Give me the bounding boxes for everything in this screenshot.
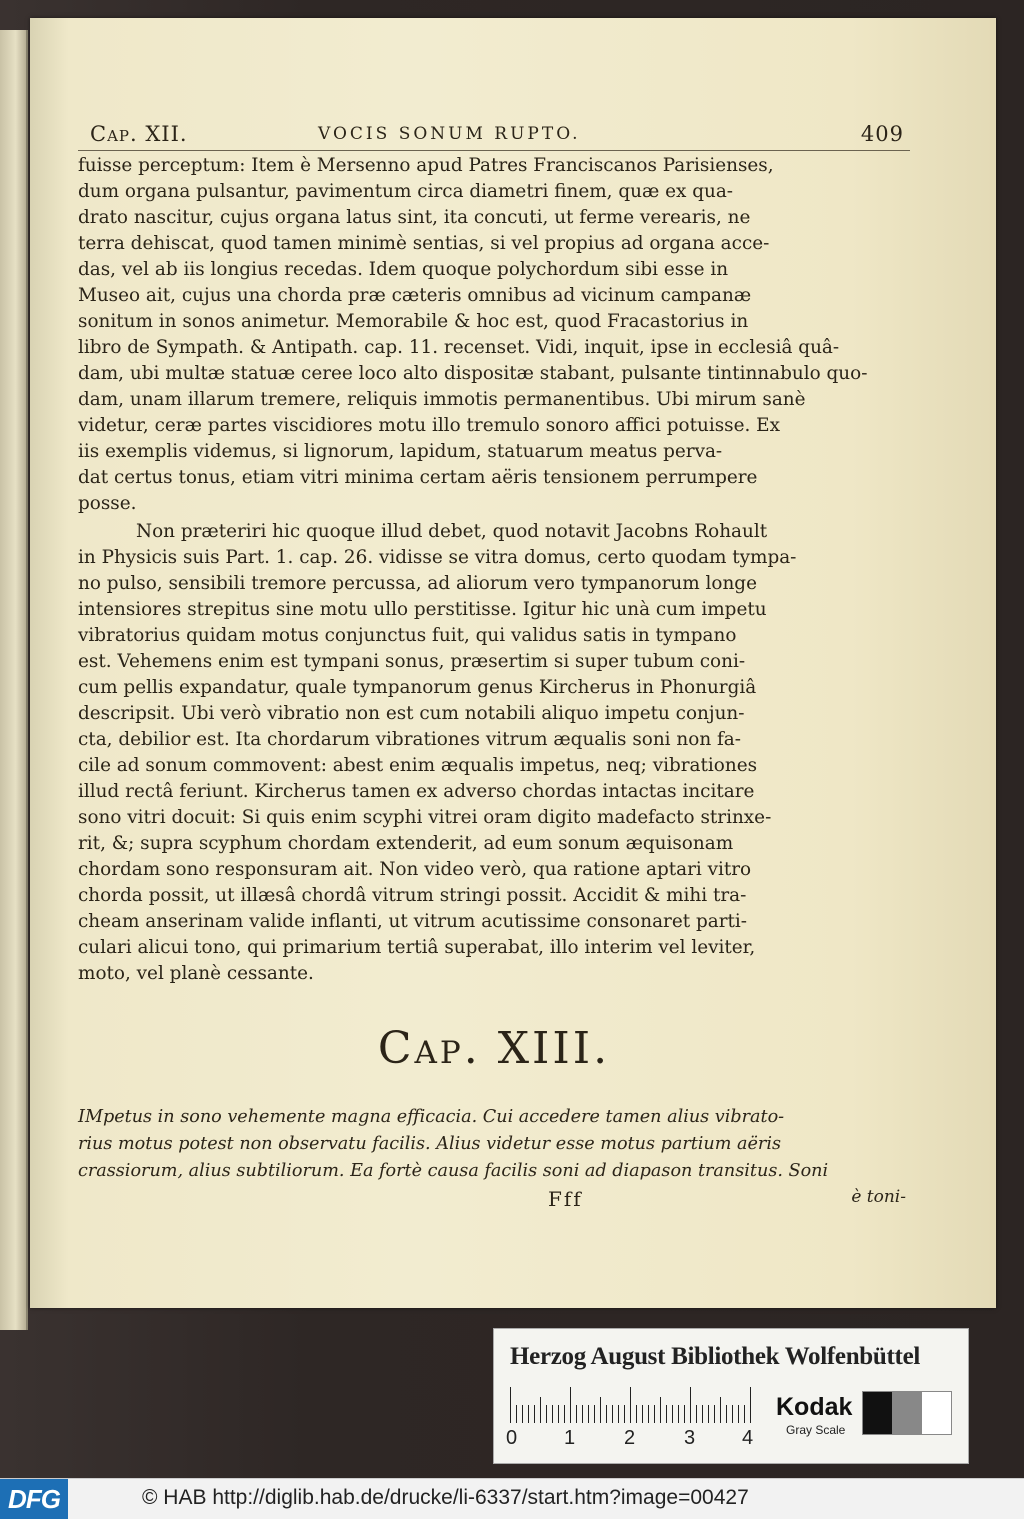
gray-patch-dark bbox=[863, 1392, 892, 1434]
text-line: posse. bbox=[78, 493, 137, 514]
text-line: cile ad sonum commovent: abest enim æqualis impetus, neq; vibrationes bbox=[78, 755, 758, 776]
ruler-tick bbox=[558, 1405, 559, 1423]
running-head bbox=[78, 116, 910, 151]
ruler-tick bbox=[534, 1405, 535, 1423]
text-line: dam, unam illarum tremere, reliquis immotis permanentibus. Ubi mirum sanè bbox=[78, 389, 806, 410]
ruler-tick bbox=[630, 1387, 631, 1423]
ruler-tick bbox=[684, 1405, 685, 1423]
text-line: Museo ait, cujus una chorda præ cæteris omnibus ad vicinum campanæ bbox=[78, 285, 752, 306]
text-line: no pulso, sensibili tremore percussa, ad aliorum vero tympanorum longe bbox=[78, 573, 757, 594]
running-head-chapter: Cap. XII. bbox=[90, 122, 188, 146]
page-number: 409 bbox=[860, 122, 904, 146]
text-line: cheam anserinam valide inflanti, ut vitrum acutissime consonaret parti- bbox=[78, 911, 747, 932]
text-line: vibratorius quidam motus conjunctus fuit, qui validus satis in tympano bbox=[78, 625, 737, 646]
text-line: sonitum in sonos animetur. Memorabile & hoc est, quod Fracastorius in bbox=[78, 311, 749, 332]
running-head-title: VOCIS SONUM RUPTO. bbox=[318, 124, 581, 144]
ruler-scale bbox=[510, 1387, 754, 1423]
color-calibration-card bbox=[493, 1328, 969, 1464]
page-text-block bbox=[78, 116, 910, 1217]
ruler-tick bbox=[552, 1405, 553, 1423]
previous-page-edge bbox=[0, 30, 28, 1330]
ruler-tick bbox=[516, 1405, 517, 1423]
gray-patch-light bbox=[922, 1392, 951, 1434]
ruler-tick bbox=[678, 1405, 679, 1423]
ruler-tick bbox=[582, 1405, 583, 1423]
text-line: intensiores strepitus sine motu ullo perstitisse. Igitur hic unà cum impetu bbox=[78, 599, 767, 620]
text-line: libro de Sympath. & Antipath. cap. 11. recenset. Vidi, inquit, ipse in ecclesiâ quâ- bbox=[78, 337, 840, 358]
ruler-tick bbox=[510, 1387, 511, 1423]
copyright-link[interactable]: © HAB http://diglib.hab.de/drucke/li-6337/start.htm?image=00427 bbox=[142, 1486, 749, 1509]
text-line: terra dehiscat, quod tamen minimè sentias, si vel propius ad organa acce- bbox=[78, 233, 770, 254]
ruler-tick bbox=[600, 1397, 601, 1423]
ruler-tick bbox=[696, 1405, 697, 1423]
ruler-tick bbox=[588, 1405, 589, 1423]
ruler-number: 2 bbox=[624, 1427, 636, 1449]
ruler-tick bbox=[726, 1405, 727, 1423]
gray-scale-label: Gray Scale bbox=[786, 1423, 846, 1437]
ruler-tick bbox=[540, 1397, 541, 1423]
book-page bbox=[30, 18, 996, 1308]
text-line: dam, ubi multæ statuæ ceree loco alto dispositæ stabant, pulsante tintinnabulo quo- bbox=[78, 363, 868, 384]
footer-bar bbox=[0, 1478, 1024, 1519]
text-line: chordam sono responsuram ait. Non video verò, qua ratione aptari vitro bbox=[78, 859, 752, 880]
ruler-tick bbox=[624, 1405, 625, 1423]
text-line: IMpetus in sono vehemente magna efficacia. Cui accedere tamen alius vibrato- bbox=[78, 1107, 785, 1127]
ruler-number: 4 bbox=[742, 1427, 754, 1449]
ruler-tick bbox=[528, 1405, 529, 1423]
text-line: culari alicui tono, qui primarium tertiâ superabat, illo interim vel leviter, bbox=[78, 937, 756, 958]
signature-mark: Fff bbox=[548, 1187, 583, 1211]
ruler-tick bbox=[702, 1405, 703, 1423]
ruler-tick bbox=[690, 1387, 691, 1423]
text-line: cta, debilior est. Ita chordarum vibrationes vitrum æqualis soni non fa- bbox=[78, 729, 741, 750]
ruler-tick bbox=[564, 1405, 565, 1423]
ruler-tick bbox=[636, 1405, 637, 1423]
ruler-tick bbox=[660, 1397, 661, 1423]
text-line: fuisse perceptum: Item è Mersenno apud Patres Franciscanos Parisienses, bbox=[78, 155, 774, 176]
text-line: cum pellis expandatur, quale tympanorum genus Kircherus in Phonurgiâ bbox=[78, 677, 757, 698]
ruler-tick bbox=[522, 1405, 523, 1423]
ruler-tick bbox=[594, 1405, 595, 1423]
text-line: in Physicis suis Part. 1. cap. 26. vidisse se vitra domus, certo quodam tympa- bbox=[78, 547, 797, 568]
text-line: illud rectâ feriunt. Kircherus tamen ex adverso chordas intactas incitare bbox=[78, 781, 755, 802]
text-line: dum organa pulsantur, pavimentum circa diametri finem, quæ ex qua- bbox=[78, 181, 733, 202]
text-line: drato nascitur, cujus organa latus sint, ita concuti, ut ferme verearis, ne bbox=[78, 207, 751, 228]
library-name: Herzog August Bibliothek Wolfenbüttel bbox=[510, 1343, 921, 1370]
ruler-number: 3 bbox=[684, 1427, 696, 1449]
ruler-tick bbox=[570, 1387, 571, 1423]
text-line: rit, &; supra scyphum chordam extenderit, ad eum sonum æquisonam bbox=[78, 833, 734, 854]
ruler-tick bbox=[732, 1405, 733, 1423]
chapter-summary bbox=[78, 1104, 910, 1185]
ruler-tick bbox=[738, 1405, 739, 1423]
chapter-title: Cap. XIII. bbox=[377, 1023, 611, 1074]
dfg-logo: DFG bbox=[0, 1479, 68, 1519]
catchword: è toni- bbox=[851, 1187, 906, 1207]
text-line: iis exemplis videmus, si lignorum, lapidum, statuarum meatus perva- bbox=[78, 441, 723, 462]
ruler-tick bbox=[606, 1405, 607, 1423]
text-line: crassiorum, alius subtiliorum. Ea fortè causa facilis soni ad diapason transitus. Soni bbox=[78, 1161, 829, 1181]
ruler-tick bbox=[708, 1405, 709, 1423]
ruler-tick bbox=[672, 1405, 673, 1423]
ruler-tick bbox=[750, 1387, 751, 1423]
ruler-number: 0 bbox=[506, 1427, 518, 1449]
ruler-number: 1 bbox=[564, 1427, 576, 1449]
text-line: das, vel ab iis longius recedas. Idem quoque polychordum sibi esse in bbox=[78, 259, 729, 280]
ruler-tick bbox=[642, 1405, 643, 1423]
signature-line bbox=[78, 1187, 910, 1217]
ruler-tick bbox=[612, 1405, 613, 1423]
text-line: chorda possit, ut illæsâ chordâ vitrum stringi possit. Accidit & mihi tra- bbox=[78, 885, 747, 906]
ruler-tick bbox=[720, 1397, 721, 1423]
text-line: moto, vel planè cessante. bbox=[78, 963, 314, 984]
ruler-tick bbox=[618, 1405, 619, 1423]
ruler-tick bbox=[714, 1405, 715, 1423]
text-line: descripsit. Ubi verò vibratio non est cum notabili aliquo impetu conjun- bbox=[78, 703, 745, 724]
text-line: Non præteriri hic quoque illud debet, quod notavit Jacobns Rohault bbox=[136, 521, 768, 542]
paragraph-1 bbox=[78, 153, 910, 517]
ruler-tick bbox=[546, 1405, 547, 1423]
text-line: dat certus tonus, etiam vitri minima certam aëris tensionem perrumpere bbox=[78, 467, 758, 488]
ruler-tick bbox=[744, 1405, 745, 1423]
text-line: videtur, ceræ partes viscidiores motu illo tremulo sonoro affici potuisse. Ex bbox=[78, 415, 780, 436]
kodak-logo: Kodak bbox=[776, 1393, 853, 1421]
text-line: est. Vehemens enim est tympani sonus, præsertim si super tubum coni- bbox=[78, 651, 746, 672]
ruler-tick bbox=[648, 1405, 649, 1423]
paragraph-2 bbox=[78, 519, 910, 987]
ruler-tick bbox=[666, 1405, 667, 1423]
text-line: rius motus potest non observatu facilis. Alius videtur esse motus partium aëris bbox=[78, 1134, 782, 1154]
gray-patch-mid bbox=[892, 1392, 921, 1434]
text-line: sono vitri docuit: Si quis enim scyphi vitrei oram digito madefacto strinxe- bbox=[78, 807, 772, 828]
ruler-tick bbox=[654, 1405, 655, 1423]
gray-patches bbox=[862, 1391, 952, 1435]
ruler-tick bbox=[576, 1405, 577, 1423]
